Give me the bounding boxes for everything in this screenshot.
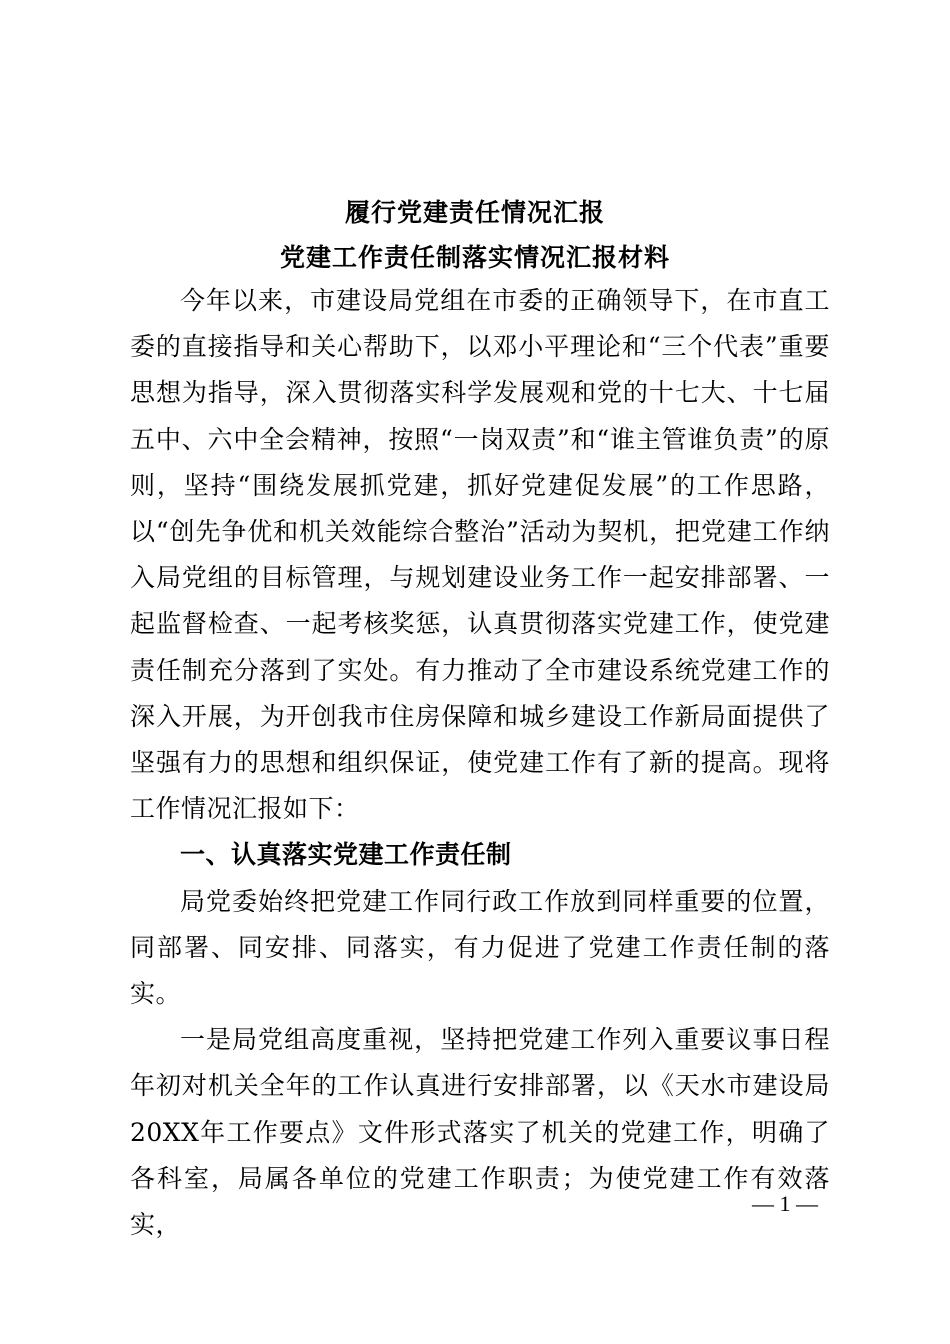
page-number: — 1 —: [752, 1191, 818, 1216]
document-body: [130, 278, 830, 1248]
document-title: 履行党建责任情况汇报: [344, 198, 605, 227]
document-subtitle: 党建工作责任制落实情况汇报材料: [279, 243, 670, 272]
section-paragraph-1: 局党委始终把党建工作同行政工作放到同样重要的位置，同部署、同安排、同落实，有力促进了党建工作责任制的落实。: [130, 886, 830, 1009]
section-heading: 一、认真落实党建工作责任制: [180, 840, 512, 870]
section-paragraph-2: 一是局党组高度重视，坚持把党建工作列入重要议事日程年初对机关全年的工作认真进行安排部署，以《天水市建设局20XX年工作要点》文件形式落实了机关的党建工作，明确了各科室，局属各单位的党建工作职责；为使党建工作有效落实，: [130, 1025, 830, 1240]
intro-paragraph: 今年以来，市建设局党组在市委的正确领导下，在市直工委的直接指导和关心帮助下，以邓小平理论和“三个代表”重要思想为指导，深入贯彻落实科学发展观和党的十七大、十七届五中、六中全会精神，按照“一岗双责”和“谁主管谁负责”的原则，坚持“围绕发展抓党建，抓好党建促发展”的工作思路，以“创先争优和机关效能综合整治”活动为契机，把党建工作纳入局党组的目标管理，与规划建设业务工作一起安排部署、一起监督检查、一起考核奖惩，认真贯彻落实党建工作，使党建责任制充分落到了实处。有力推动了全市建设系统党建工作的深入开展，为开创我市住房保障和城乡建设工作新局面提供了坚强有力的思想和组织保证，使党建工作有了新的提高。现将工作情况汇报如下：: [130, 286, 830, 824]
